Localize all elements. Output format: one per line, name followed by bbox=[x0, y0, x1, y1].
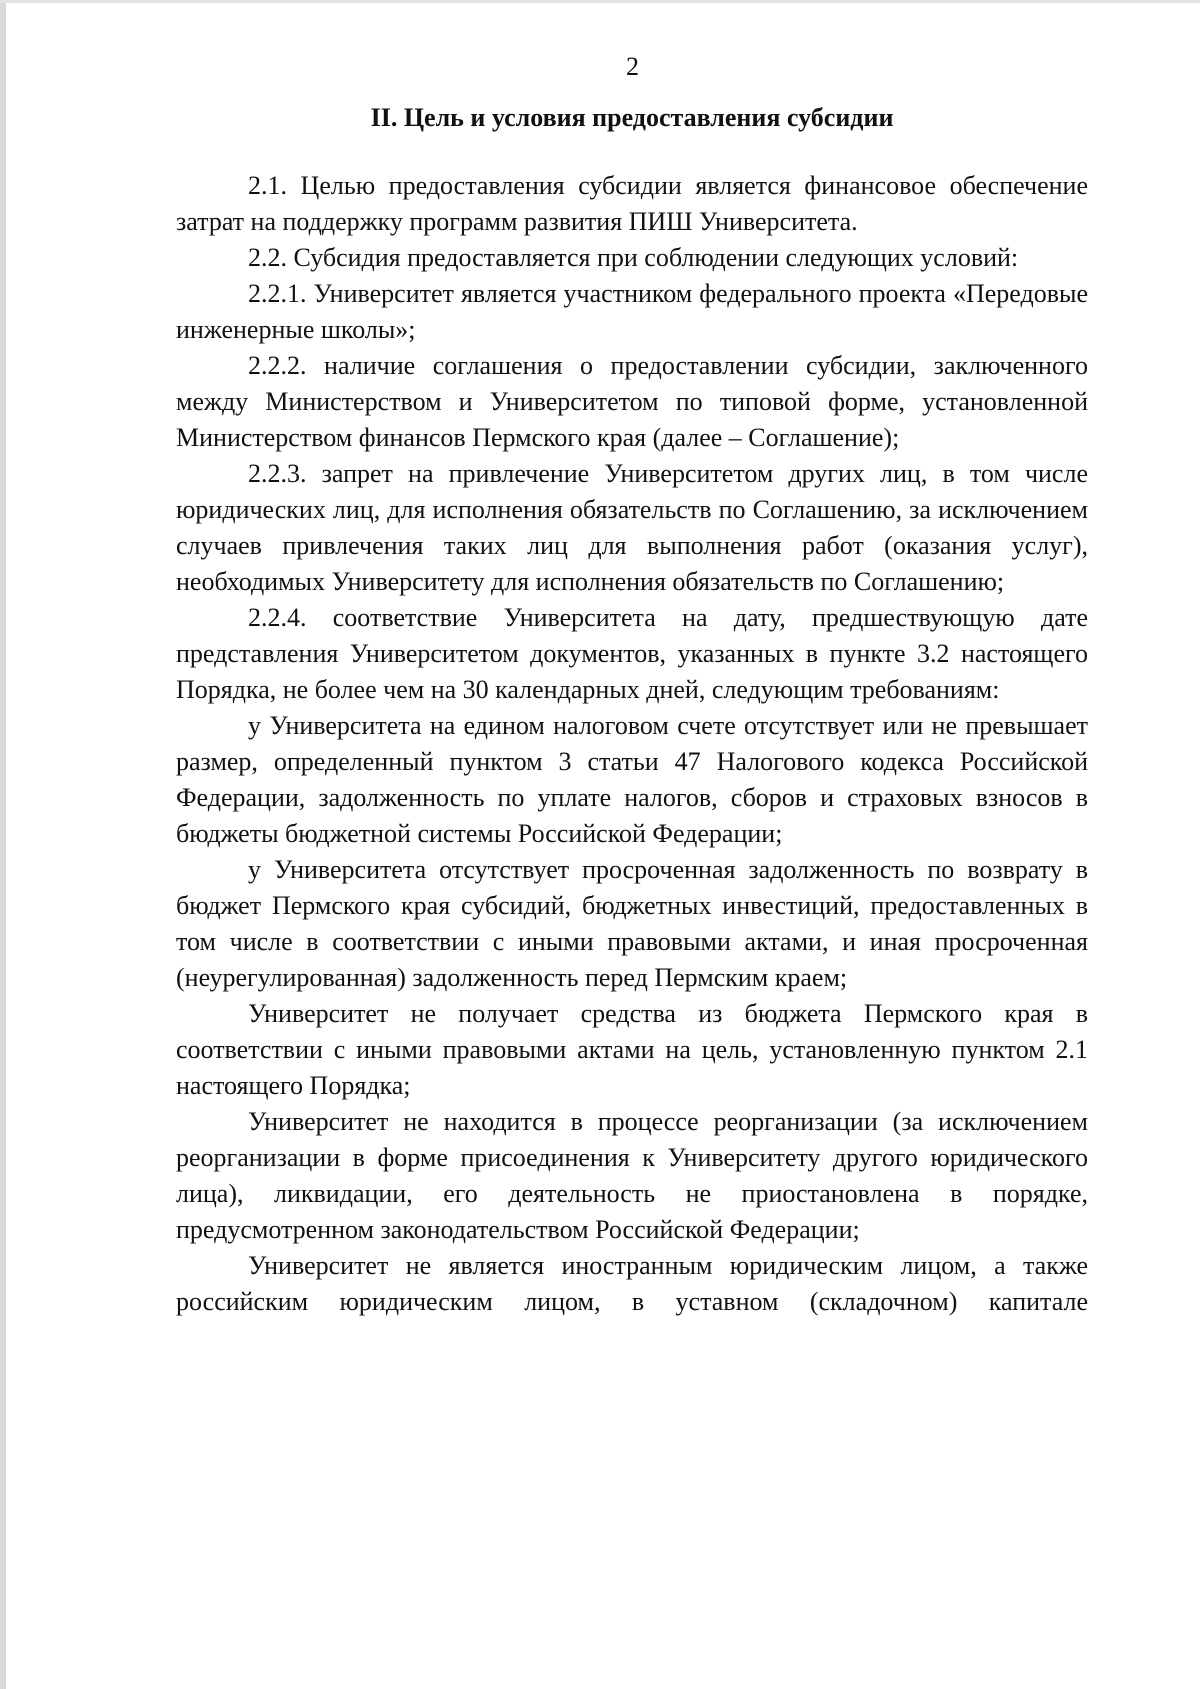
paragraph-requirement-debt: у Университета отсутствует просроченная задолженность по возврату в бюджет Пермского края субсидий, бюджетных инвестиций, предоставленных в том числе в соответствии с иными правовыми актами, и иная просроченная (неурегулированная) задолженность перед Пермским краем; bbox=[176, 855, 1088, 992]
scan-edge-top bbox=[0, 0, 1200, 3]
paragraph-2-2-4: 2.2.4. соответствие Университета на дату, предшествующую дате представления Университетом документов, указанных в пункте 3.2 настоящего Порядка, не более чем на 30 календарных дней, следующим требованиям: bbox=[176, 603, 1088, 704]
paragraph-2-2: 2.2. Субсидия предоставляется при соблюдении следующих условий: bbox=[248, 243, 1019, 272]
paragraph-2-1: 2.1. Целью предоставления субсидии является финансовое обеспечение затрат на поддержку программ развития ПИШ Университета. bbox=[176, 171, 1088, 236]
page-number: 2 bbox=[626, 52, 639, 81]
paragraph-2-2-3: 2.2.3. запрет на привлечение Университетом других лиц, в том числе юридических лиц, для исполнения обязательств по Соглашению, за исключением случаев привлечения таких лиц для выполнения работ (оказания услуг), необходимых Университету для исполнения обязательств по Соглашению; bbox=[176, 459, 1088, 596]
paragraph-requirement-reorganization: Университет не находится в процессе реорганизации (за исключением реорганизации в форме присоединения к Университету другого юридического лица), ликвидации, его деятельность не приостановлена в порядке, предусмотренном законодательством Российской Федерации; bbox=[176, 1107, 1088, 1244]
paragraph-2-2-2: 2.2.2. наличие соглашения о предоставлении субсидии, заключенного между Министерством и Университетом по типовой форме, установленной Министерством финансов Пермского края (далее – Соглашение); bbox=[176, 351, 1088, 452]
scan-edge-left bbox=[0, 0, 6, 1689]
document-body bbox=[176, 168, 1088, 1320]
paragraph-requirement-tax: у Университета на едином налоговом счете отсутствует или не превышает размер, определенный пунктом 3 статьи 47 Налогового кодекса Российской Федерации, задолженность по уплате налогов, сборов и страховых взносов в бюджеты бюджетной системы Российской Федерации; bbox=[176, 711, 1088, 848]
paragraph-2-2-1: 2.2.1. Университет является участником федерального проекта «Передовые инженерные школы»; bbox=[176, 279, 1088, 344]
section-title: II. Цель и условия предоставления субсидии bbox=[370, 103, 894, 132]
paragraph-requirement-funds: Университет не получает средства из бюджета Пермского края в соответствии с иными правовыми актами на цель, установленную пунктом 2.1 настоящего Порядка; bbox=[176, 999, 1088, 1100]
paragraph-requirement-foreign: Университет не является иностранным юридическим лицом, а также российским юридическим лицом, в уставном (складочном) капитале bbox=[176, 1251, 1088, 1316]
